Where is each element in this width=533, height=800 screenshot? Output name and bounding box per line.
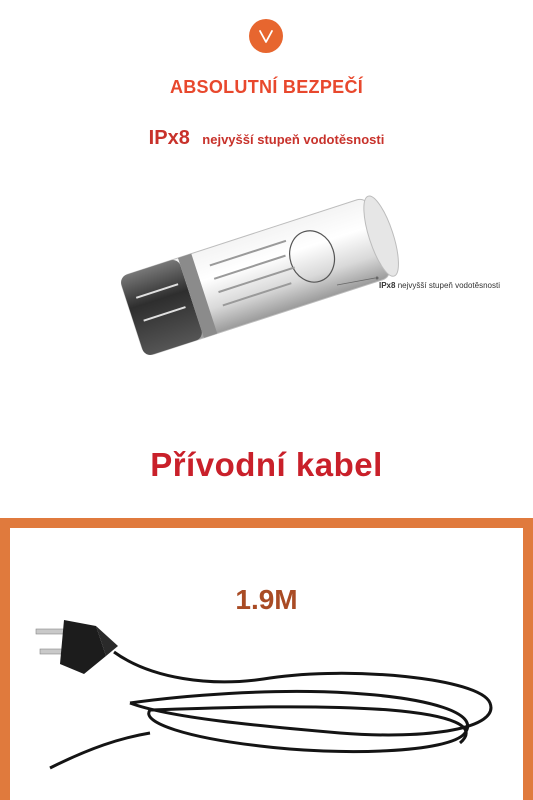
callout-rating: IPx8: [379, 281, 396, 290]
rating-description: nejvyšší stupeň vodotěsnosti: [202, 132, 385, 147]
safety-title: ABSOLUTNÍ BEZPEČÍ: [169, 77, 364, 97]
cable-panel: [0, 518, 533, 800]
cable-title: Přívodní kabel: [150, 446, 383, 483]
rating-callout: [379, 281, 500, 290]
heater-product-image: [105, 180, 405, 370]
rating-value: IPx8: [148, 127, 190, 149]
power-cord-image: [10, 528, 523, 800]
rating-line: [0, 127, 533, 150]
cable-length: 1.9M: [235, 584, 298, 615]
chevron-down-icon: [249, 19, 283, 53]
chevron-badge: [249, 19, 283, 53]
cable-panel-inner: [10, 528, 523, 800]
callout-description: nejvyšší stupeň vodotěsnosti: [397, 281, 500, 290]
